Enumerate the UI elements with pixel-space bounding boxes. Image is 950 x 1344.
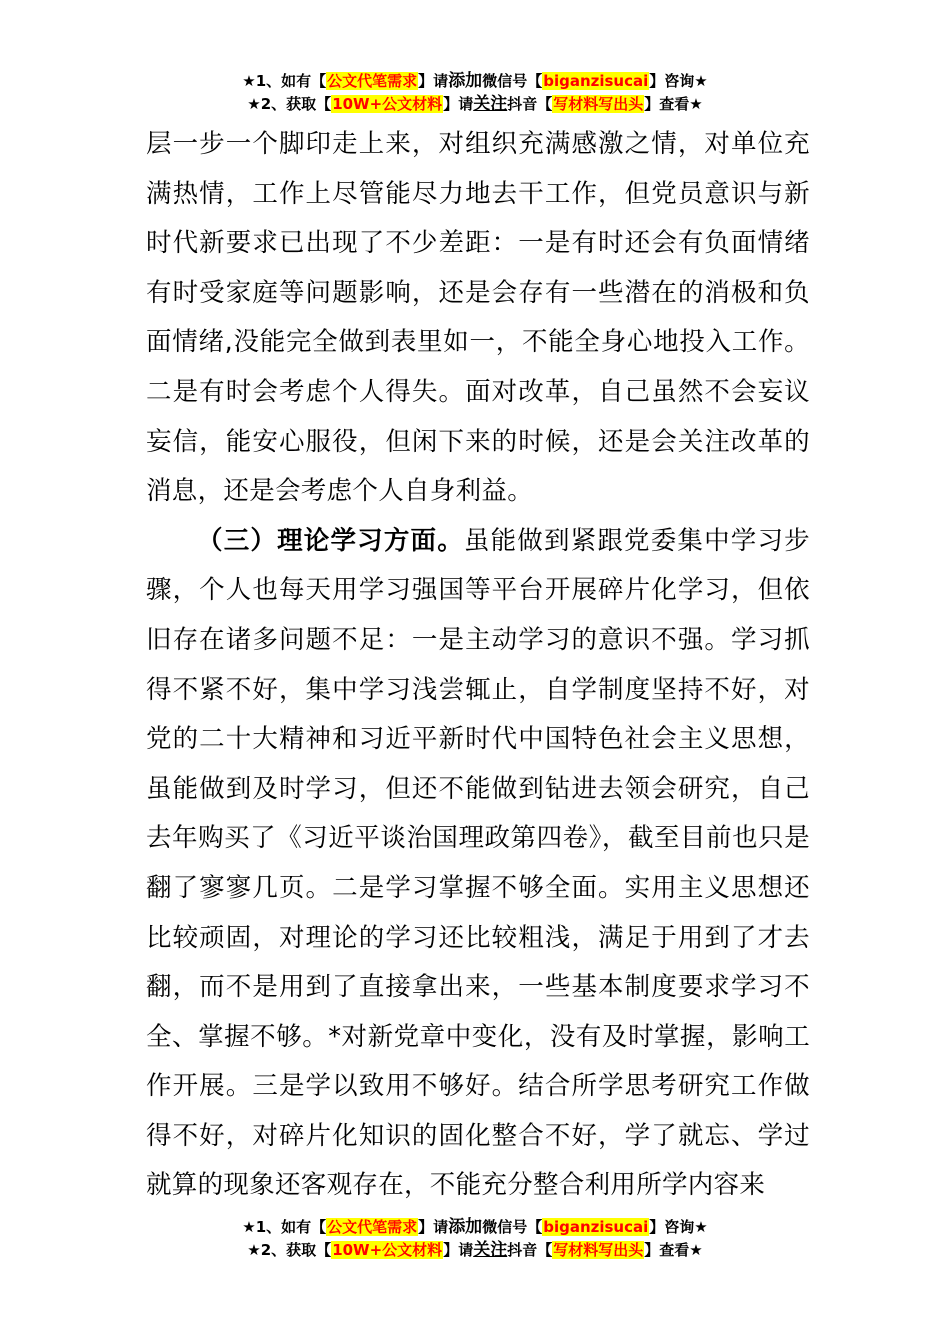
footer1-prefix: ★1、如有【 [242, 1218, 327, 1236]
banner1-mid2: 微信号【 [482, 72, 543, 90]
banner2-mid1: 】请 [443, 95, 474, 113]
footer-banner-line-1 [0, 1216, 950, 1239]
footer1-suffix: 】咨询★ [649, 1218, 708, 1236]
banner1-emphasis: 添加 [448, 71, 483, 91]
banner2-suffix: 】查看★ [644, 95, 703, 113]
footer-banner [0, 1216, 950, 1262]
banner1-mid1: 】请 [418, 72, 449, 90]
section-heading: （三）理论学习方面。 [197, 525, 464, 556]
footer-banner-line-2 [0, 1239, 950, 1262]
banner1-suffix: 】咨询★ [649, 72, 708, 90]
footer2-prefix: ★2、获取【 [247, 1241, 332, 1259]
banner2-highlight-douyin: 写材料写出头 [553, 95, 644, 113]
footer1-mid1: 】请 [418, 1218, 449, 1236]
banner-line-2 [0, 93, 950, 116]
banner2-prefix: ★2、获取【 [247, 95, 332, 113]
footer2-highlight-douyin: 写材料写出头 [553, 1241, 644, 1259]
document-body [146, 120, 810, 1211]
banner1-prefix: ★1、如有【 [242, 72, 327, 90]
footer2-highlight-materials: 10W+公文材料 [332, 1241, 443, 1259]
banner-line-1 [0, 70, 950, 93]
paragraph-1: 层一步一个脚印走上来，对组织充满感激之情，对单位充满热情，工作上尽管能尽力地去干工作，但党员意识与新时代新要求已出现了不少差距：一是有时还会有负面情绪有时受家庭等问题影响，还是会存有一些潜在的消极和负面情绪,没能完全做到表里如一，不能全身心地投入工作。二是有时会考虑个人得失。面对改革，自己虽然不会妄议妄信，能安心服役，但闲下来的时候，还是会关注改革的消息，还是会考虑个人自身利益。 [146, 129, 810, 507]
paragraph-2 [146, 517, 810, 1211]
footer2-emphasis: 关注 [473, 1240, 508, 1260]
banner1-highlight-service: 公文代笔需求 [327, 72, 418, 90]
banner2-highlight-materials: 10W+公文材料 [332, 95, 443, 113]
footer1-emphasis: 添加 [448, 1217, 483, 1237]
footer2-mid1: 】请 [443, 1241, 474, 1259]
banner2-emphasis: 关注 [473, 94, 508, 114]
footer2-mid2: 抖音【 [507, 1241, 553, 1259]
banner1-highlight-wechat: biganzisucai [543, 72, 649, 90]
footer1-highlight-service: 公文代笔需求 [327, 1218, 418, 1236]
footer1-highlight-wechat: biganzisucai [543, 1218, 649, 1236]
paragraph-2-body: 虽能做到紧跟党委集中学习步骤，个人也每天用学习强国等平台开展碎片化学习，但依旧存在诸多问题不足：一是主动学习的意识不强。学习抓得不紧不好，集中学习浅尝辄止，自学制度坚持不好，对党的二十大精神和习近平新时代中国特色社会主义思想，虽能做到及时学习，但还不能做到钻进去领会研究，自己去年购买了《习近平谈治国理政第四卷》，截至目前也只是翻了寥寥几页。二是学习掌握不够全面。实用主义思想还比较顽固，对理论的学习还比较粗浅，满足于用到了才去翻，而不是用到了直接拿出来，一些基本制度要求学习不全、掌握不够。*对新党章中变化，没有及时掌握，影响工作开展。三是学以致用不够好。结合所学思考研究工作做得不好，对碎片化知识的固化整合不好，学了就忘、学过就算的现象还客观存在，不能充分整合利用所学内容来 [146, 525, 810, 1201]
footer1-mid2: 微信号【 [482, 1218, 543, 1236]
banner2-mid2: 抖音【 [507, 95, 553, 113]
footer2-suffix: 】查看★ [644, 1241, 703, 1259]
header-banner [0, 70, 950, 116]
